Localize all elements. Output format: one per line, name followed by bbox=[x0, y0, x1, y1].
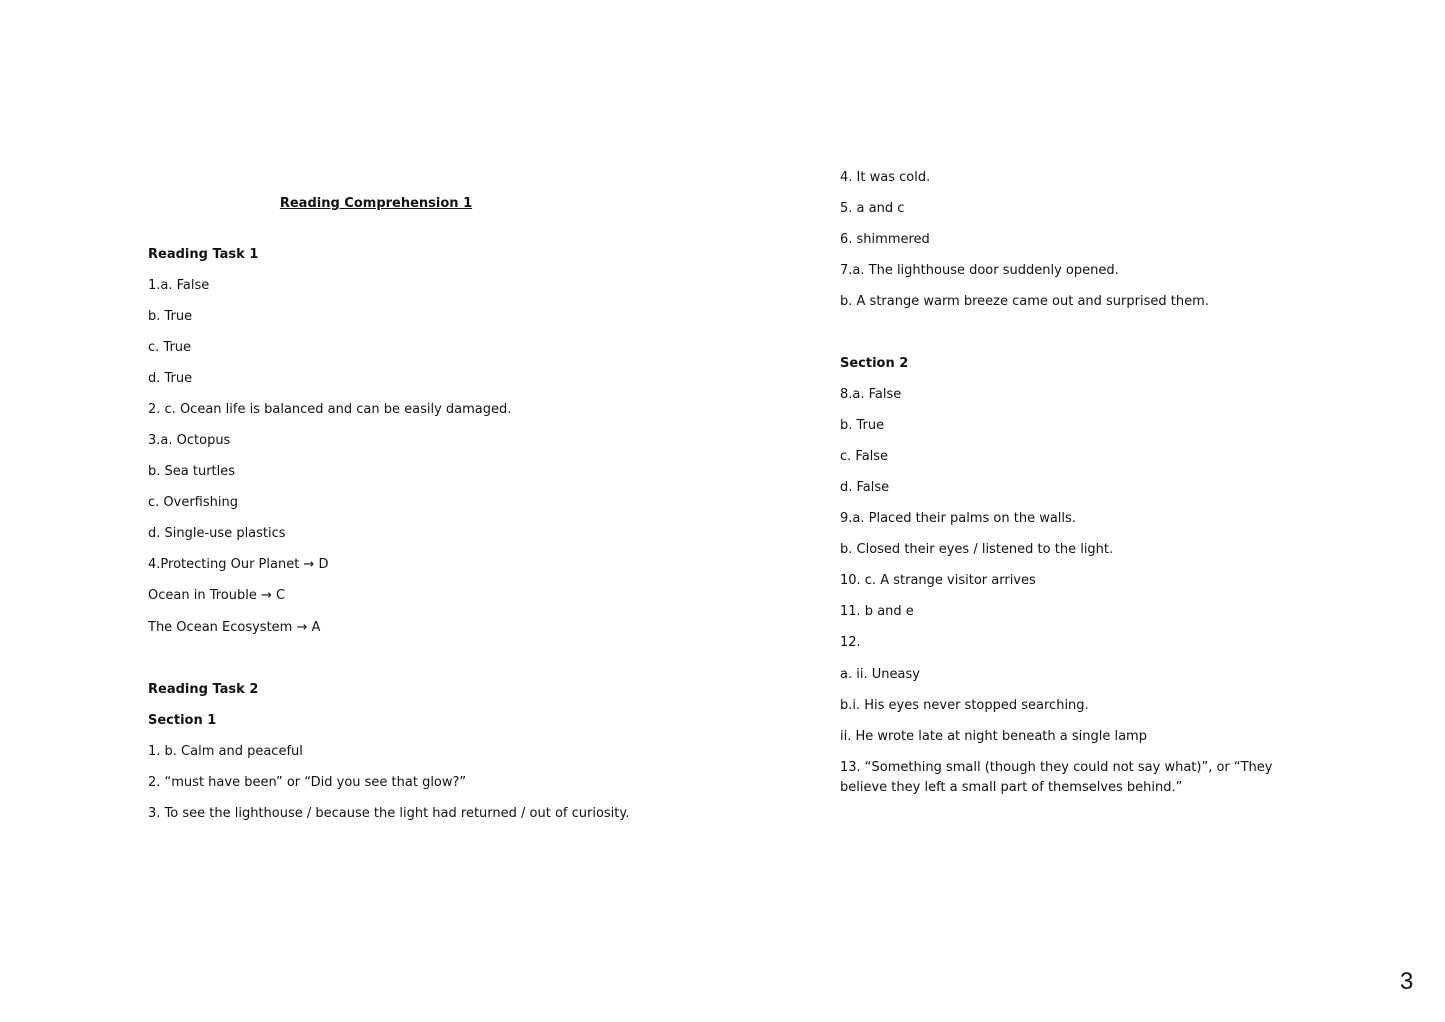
answer-line: 1.a. False bbox=[148, 278, 210, 293]
answer-line: 11. b and e bbox=[840, 604, 914, 619]
answer-line: 5. a and c bbox=[840, 201, 905, 216]
reading-task-2-heading: Reading Task 2 bbox=[148, 682, 259, 697]
section-2-heading: Section 2 bbox=[840, 356, 909, 371]
page-number: 3 bbox=[1400, 968, 1414, 995]
answer-line: 2. c. Ocean life is balanced and can be easily damaged. bbox=[148, 402, 512, 417]
answer-line: 10. c. A strange visitor arrives bbox=[840, 573, 1036, 588]
answer-line: 1. b. Calm and peaceful bbox=[148, 744, 303, 759]
answer-line: b.i. His eyes never stopped searching. bbox=[840, 698, 1089, 713]
answer-line: 8.a. False bbox=[840, 387, 902, 402]
answer-line: a. ii. Uneasy bbox=[840, 667, 920, 682]
answer-line: 7.a. The lighthouse door suddenly opened. bbox=[840, 263, 1119, 278]
answer-line: 3. To see the lighthouse / because the light had returned / out of curiosity. bbox=[148, 806, 630, 821]
answer-line: 13. “Something small (though they could not say what)”, or “They believe they left a small part of themselves behind.” bbox=[840, 760, 1273, 795]
answer-line: The Ocean Ecosystem → A bbox=[148, 620, 321, 635]
answer-line: b. A strange warm breeze came out and surprised them. bbox=[840, 294, 1209, 309]
answer-line: d. False bbox=[840, 480, 890, 495]
answer-line: ii. He wrote late at night beneath a single lamp bbox=[840, 729, 1147, 744]
answer-line: c. False bbox=[840, 449, 889, 464]
answer-line: b. True bbox=[840, 418, 885, 433]
answer-line: b. Closed their eyes / listened to the light. bbox=[840, 542, 1114, 557]
answer-line: 3.a. Octopus bbox=[148, 433, 231, 448]
answer-line: b. True bbox=[148, 309, 193, 324]
answer-line: d. Single-use plastics bbox=[148, 526, 286, 541]
section-1-heading: Section 1 bbox=[148, 713, 217, 728]
reading-task-1-heading: Reading Task 1 bbox=[148, 247, 259, 262]
page-title: Reading Comprehension 1 bbox=[279, 196, 473, 211]
answer-line: c. Overfishing bbox=[148, 495, 238, 510]
answer-line: c. True bbox=[148, 340, 192, 355]
answer-line: 12. bbox=[840, 635, 861, 650]
answer-line: d. True bbox=[148, 371, 193, 386]
answer-line: 9.a. Placed their palms on the walls. bbox=[840, 511, 1076, 526]
answer-line: 4. It was cold. bbox=[840, 170, 931, 185]
answer-line: 2. “must have been” or “Did you see that glow?” bbox=[148, 775, 467, 790]
answer-line: 6. shimmered bbox=[840, 232, 930, 247]
answer-line: 4.Protecting Our Planet → D bbox=[148, 557, 329, 572]
answer-line: Ocean in Trouble → C bbox=[148, 588, 286, 603]
answer-line: b. Sea turtles bbox=[148, 464, 236, 479]
